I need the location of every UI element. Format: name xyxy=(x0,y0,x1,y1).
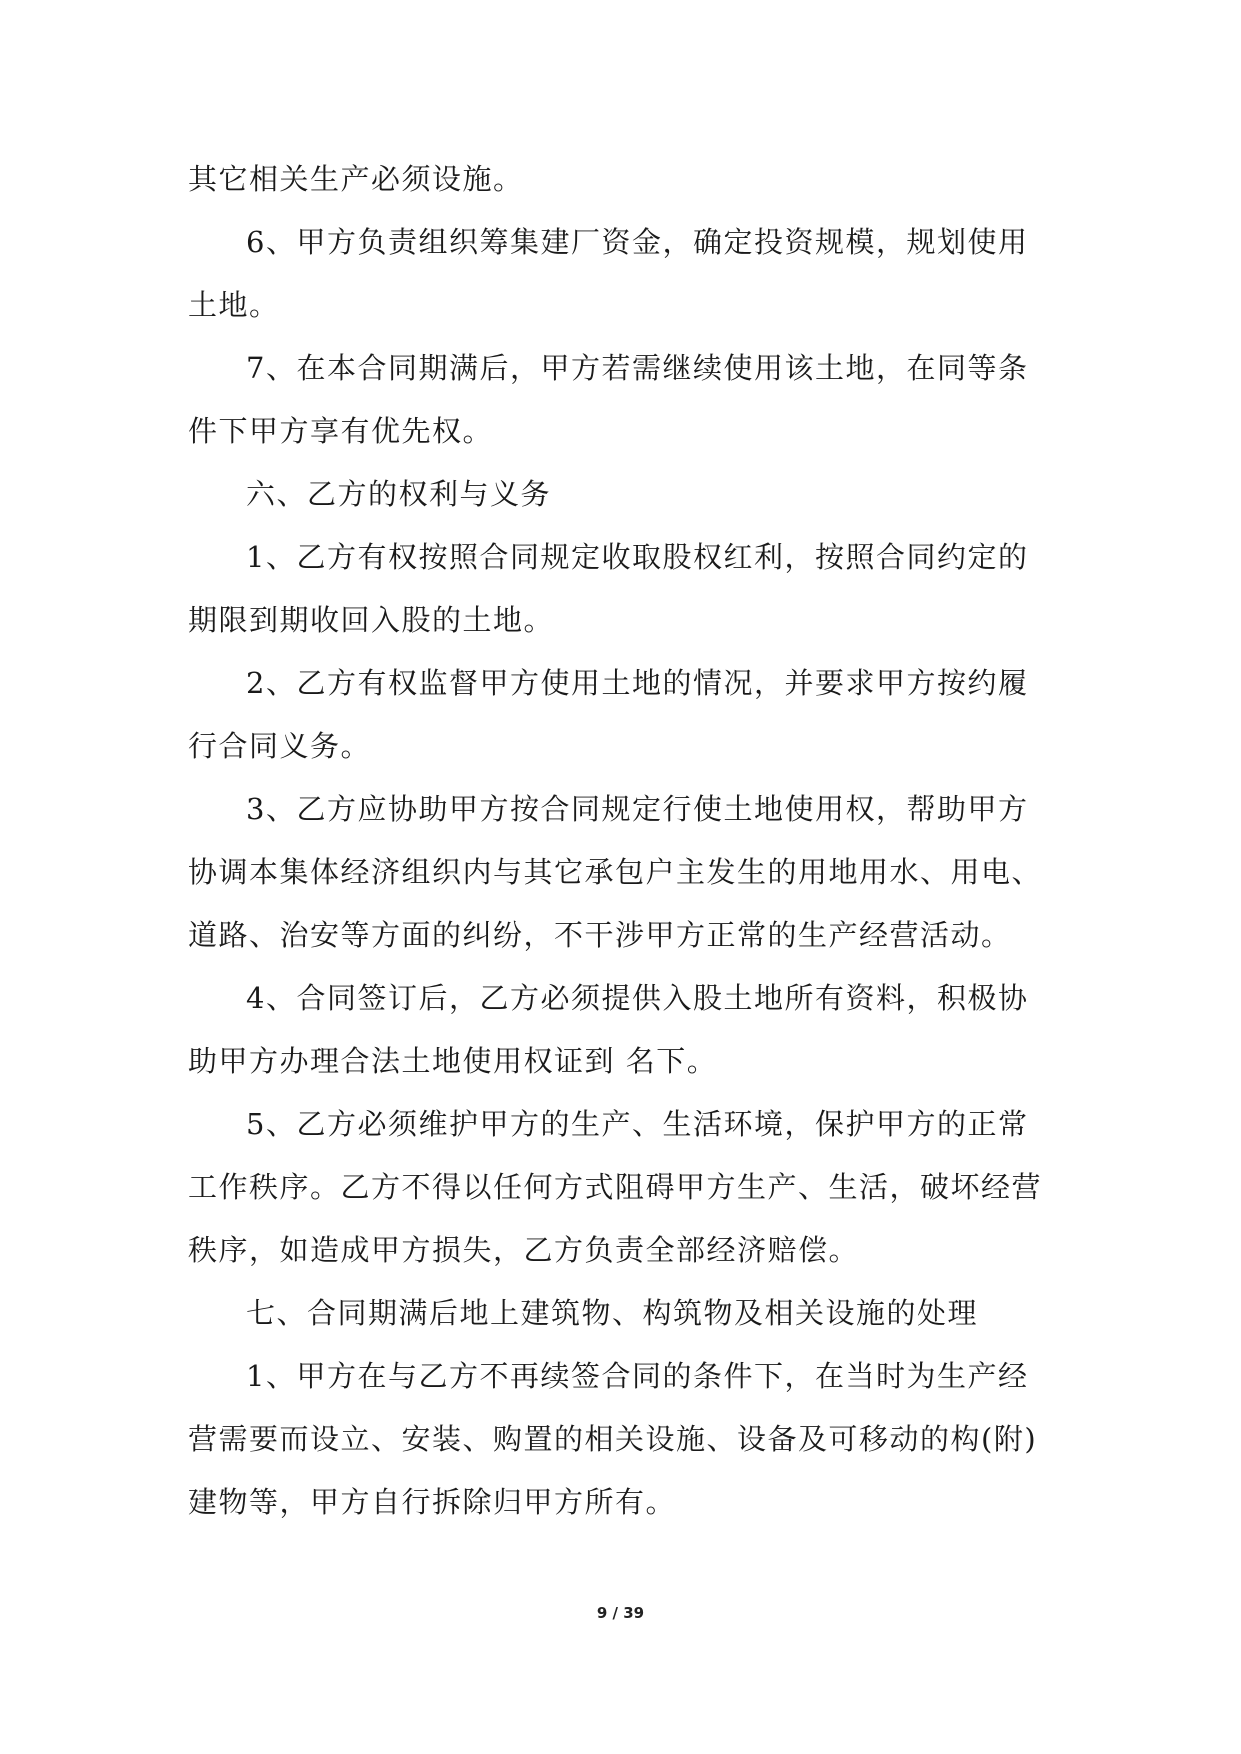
text-line: 1、乙方有权按照合同规定收取股权红利，按照合同约定的 xyxy=(246,540,1029,574)
text-line: 道路、治安等方面的纠纷，不干涉甲方正常的生产经营活动。 xyxy=(188,918,1012,952)
text-line: 期限到期收回入股的土地。 xyxy=(188,603,555,637)
document-body xyxy=(188,148,1068,1534)
text-line: 7、在本合同期满后，甲方若需继续使用该土地，在同等条 xyxy=(246,351,1029,385)
text-line: 土地。 xyxy=(188,288,280,322)
text-line: 协调本集体经济组织内与其它承包户主发生的用地用水、用电、 xyxy=(188,855,1043,889)
text-line: 行合同义务。 xyxy=(188,729,372,763)
text-line: 3、乙方应协助甲方按合同规定行使土地使用权，帮助甲方 xyxy=(246,792,1029,826)
text-line: 1、甲方在与乙方不再续签合同的条件下，在当时为生产经 xyxy=(246,1359,1029,1393)
text-line: 秩序，如造成甲方损失，乙方负责全部经济赔偿。 xyxy=(188,1233,860,1267)
text-line: 工作秩序。乙方不得以任何方式阻碍甲方生产、生活，破坏经营 xyxy=(188,1170,1043,1204)
text-line: 营需要而设立、安装、购置的相关设施、设备及可移动的构(附) xyxy=(188,1422,1038,1456)
page-number: 9 / 39 xyxy=(596,1604,645,1622)
text-line: 6、甲方负责组织筹集建厂资金，确定投资规模，规划使用 xyxy=(246,225,1029,259)
text-line: 建物等，甲方自行拆除归甲方所有。 xyxy=(188,1485,677,1519)
text-line: 助甲方办理合法土地使用权证到 名下。 xyxy=(188,1044,718,1078)
section-heading: 七、合同期满后地上建筑物、构筑物及相关设施的处理 xyxy=(246,1296,979,1330)
section-heading: 六、乙方的权利与义务 xyxy=(246,477,552,511)
text-line: 5、乙方必须维护甲方的生产、生活环境，保护甲方的正常 xyxy=(246,1107,1029,1141)
text-line: 2、乙方有权监督甲方使用土地的情况，并要求甲方按约履 xyxy=(246,666,1029,700)
text-line: 件下甲方享有优先权。 xyxy=(188,414,494,448)
text-line: 4、合同签订后，乙方必须提供入股土地所有资料，积极协 xyxy=(246,981,1029,1015)
text-line: 其它相关生产必须设施。 xyxy=(188,162,524,196)
